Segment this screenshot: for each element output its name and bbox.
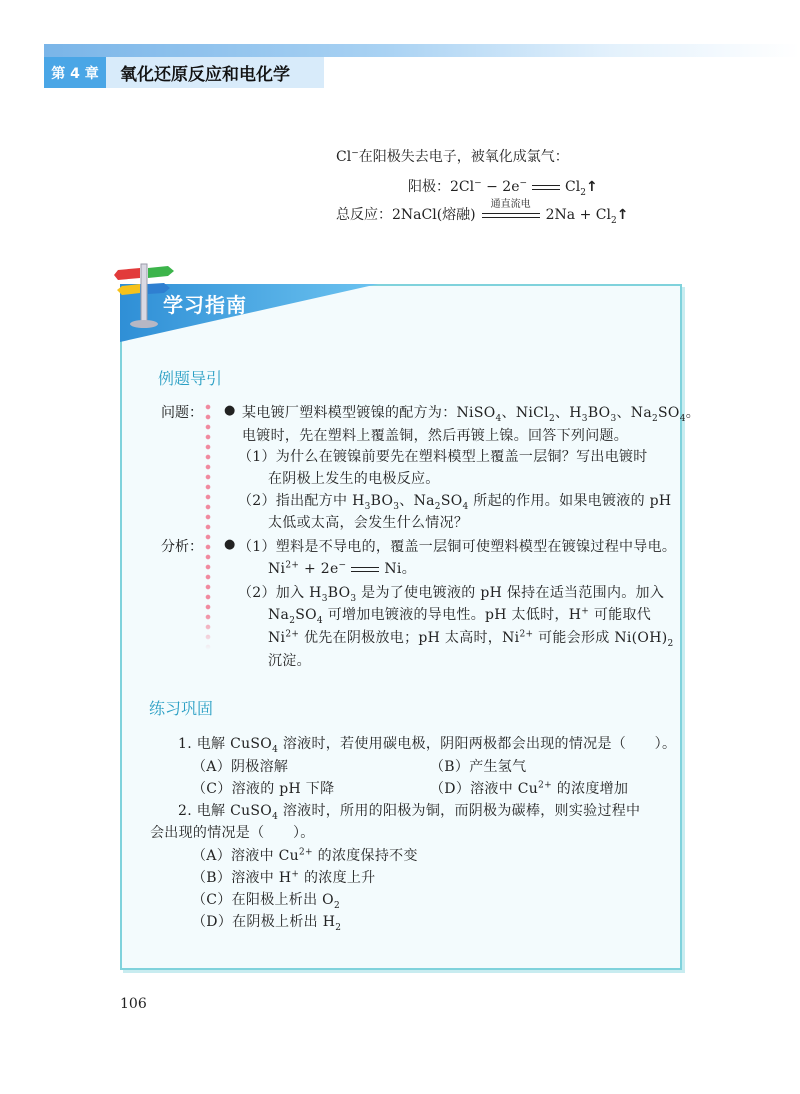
a1-equation: $Ni^{2+} + 2e^-$ Ni。 (268, 560, 417, 577)
question-line-2: 电镀时，先在塑料上覆盖铜，然后再镀上镍。回答下列问题。 (242, 428, 629, 444)
q2-line-2: 太低或太高，会发生什么情况？ (268, 515, 469, 531)
practice-2-option-b: （B）溶液中 H+ 的浓度上升 (192, 869, 376, 886)
chapter-title: 氧化还原反应和电化学 (106, 57, 324, 88)
a2-line-4: 沉淀。 (268, 653, 311, 669)
practice-1-option-d: （D）溶液中 $Cu^{2+}$ 的浓度增加 (430, 780, 629, 797)
header-bar (44, 44, 800, 57)
page-number: 106 (120, 996, 147, 1012)
question-bullet: ● (224, 403, 236, 418)
practice-1-option-c: （C）溶液的 pH 下降 (192, 781, 335, 797)
a2-line-1: （2）加入 $H_3BO_3$ 是为了使电镀液的 pH 保持在适当范围内。加入 (238, 585, 665, 604)
question-label: 问题： (161, 405, 203, 421)
analysis-label: 分析： (161, 539, 203, 555)
chapter-label: 第 4 章 (44, 57, 106, 88)
a1-line-1: （1）塑料是不导电的，覆盖一层铜可使塑料模型在镀镍过程中导电。 (238, 539, 677, 555)
analysis-bullet: ● (224, 537, 236, 552)
guide-title: 学习指南 (163, 293, 247, 317)
practice-2-question-line-2: 会出现的情况是（ ）。 (150, 825, 315, 841)
practice-heading: 练习巩固 (149, 699, 214, 718)
practice-2-option-a: （A）溶液中 $Cu^{2+}$ 的浓度保持不变 (192, 847, 418, 864)
practice-2-option-c: （C）在阳极上析出 $O_2$ (192, 892, 340, 911)
anode-equation: 阳极：2Cl− − 2e− $Cl_2↑$ (408, 178, 598, 198)
example-heading: 例题导引 (158, 369, 223, 388)
q1-line-1: （1）为什么在镀镍前要先在塑料模型上覆盖一层铜？写出电镀时 (238, 449, 648, 465)
q1-line-2: 在阴极上发生的电极反应。 (268, 471, 440, 487)
a2-line-2: $Na_2SO_4$ 可增加电镀液的导电性。pH 太低时，H+ 可能取代 (268, 606, 652, 626)
practice-1-option-b: （B）产生氢气 (430, 759, 527, 775)
a2-line-3: $Ni^{2+}$ 优先在阴极放电；pH 太高时，$Ni^{2+}$ 可能会形成 $Ni(OH)_2$ (268, 629, 674, 649)
practice-2-question-line-1: 2. 电解 CuSO$_4$ 溶液时，所用的阳极为铜，而阴极为碳棒，则实验过程中 (178, 803, 641, 822)
dotted-divider (204, 402, 212, 650)
practice-2-option-d: （D）在阴极上析出 $H_2$ (192, 914, 342, 933)
total-reaction-equation: 总反应：2NaCl(熔融) 通直流电 $2Na + Cl_2↑$ (336, 198, 629, 226)
intro-line-1: Cl−在阳极失去电子，被氧化成氯气： (336, 148, 569, 165)
practice-1-question: 1. 电解 CuSO$_4$ 溶液时，若使用碳电极，阴阳两极都会出现的情况是（ ）。 (178, 736, 677, 755)
q2-line-1: （2）指出配方中 $H_3BO_3$、$Na_2SO_4$ 所起的作用。如果电镀液的 pH (238, 493, 672, 512)
practice-1-option-a: （A）阴极溶解 (192, 759, 289, 775)
question-line-1: 某电镀厂塑料模型镀镍的配方为：NiSO$_4$、NiCl$_2$、$H_3BO_3$、$Na_2SO_4$。 (242, 405, 701, 424)
